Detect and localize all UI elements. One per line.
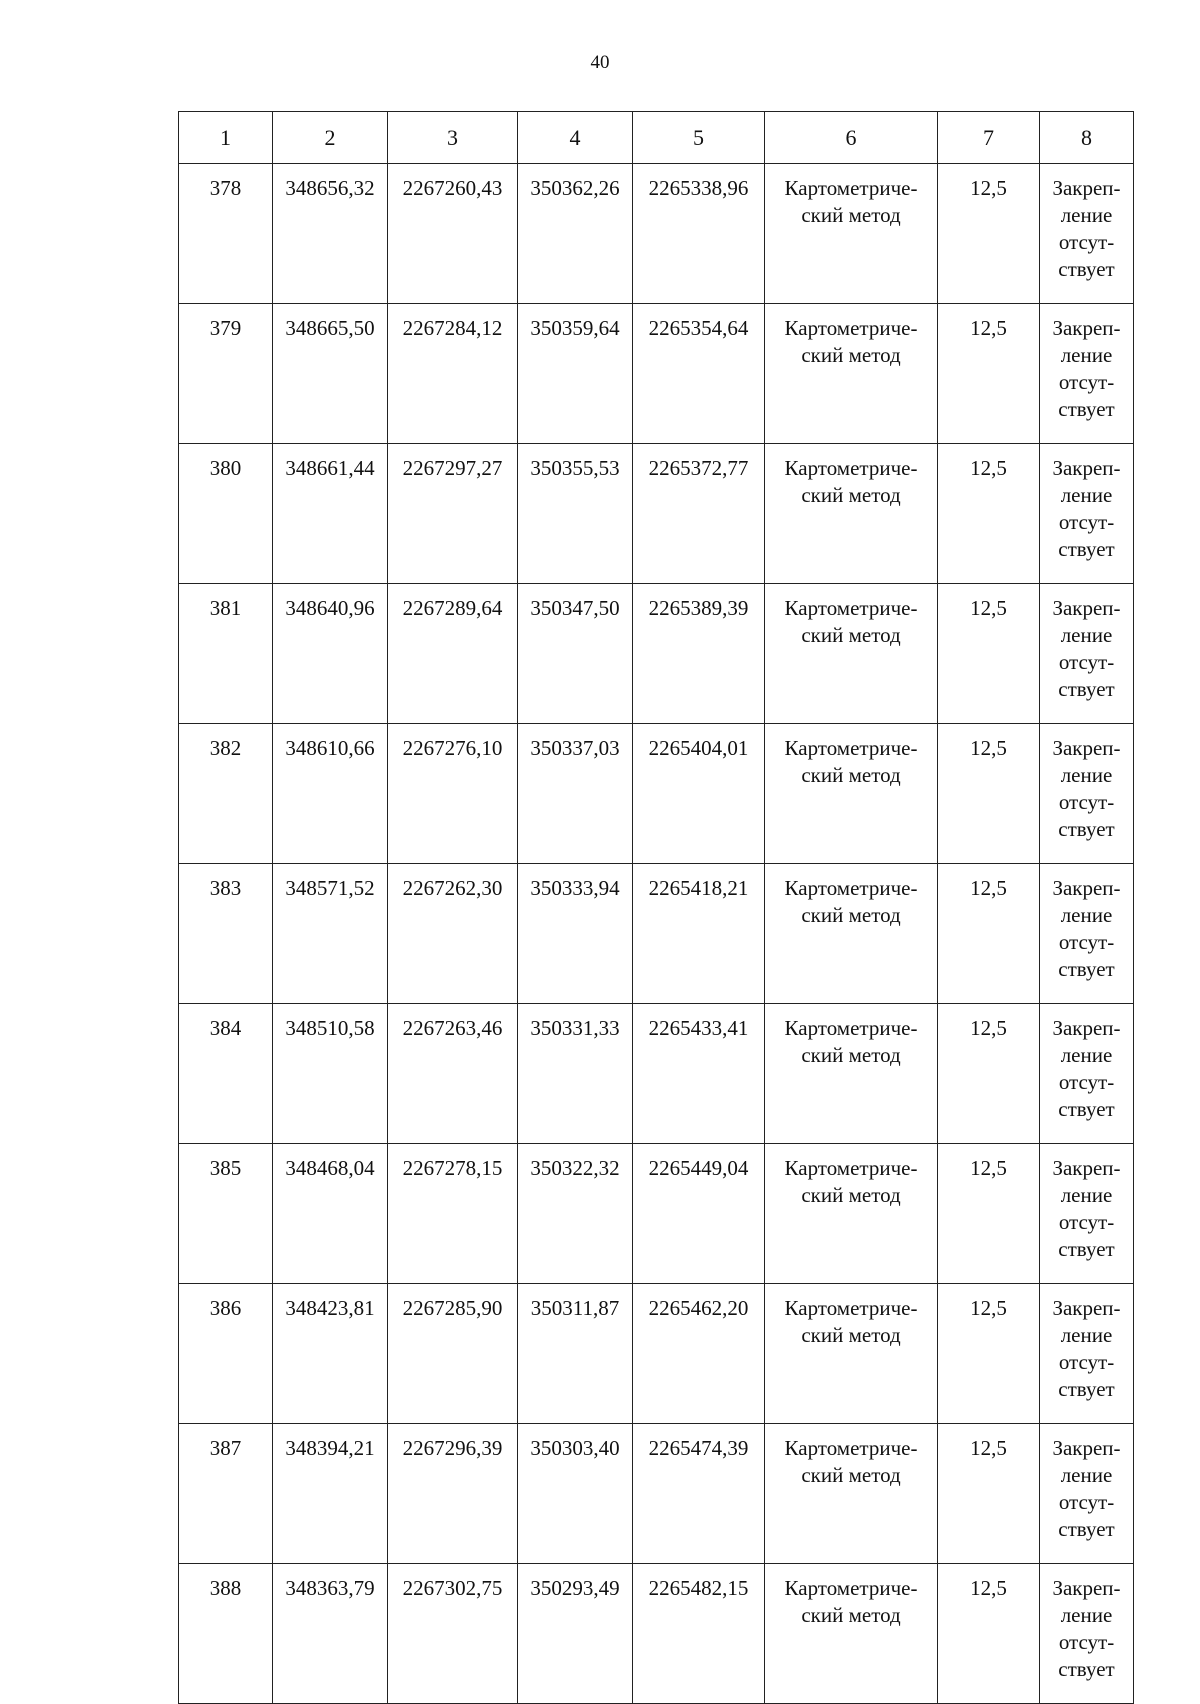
cell-x2: 350293,49 — [518, 1564, 633, 1704]
cell-fixation: Закреп- ление отсут- ствует — [1040, 304, 1134, 444]
cell-x2: 350347,50 — [518, 584, 633, 724]
table-row — [179, 1284, 1134, 1424]
cell-method: Картометриче- ский метод — [765, 1424, 938, 1564]
cell-accuracy: 12,5 — [938, 1004, 1040, 1144]
cell-x1: 348363,79 — [273, 1564, 388, 1704]
cell-x2: 350333,94 — [518, 864, 633, 1004]
cell-point-number: 379 — [179, 304, 273, 444]
cell-y2: 2265433,41 — [633, 1004, 765, 1144]
cell-y1: 2267302,75 — [388, 1564, 518, 1704]
cell-y1: 2267278,15 — [388, 1144, 518, 1284]
column-header-3: 3 — [388, 112, 518, 164]
cell-fixation: Закреп- ление отсут- ствует — [1040, 1564, 1134, 1704]
table-row — [179, 164, 1134, 304]
cell-y1: 2267285,90 — [388, 1284, 518, 1424]
cell-point-number: 387 — [179, 1424, 273, 1564]
cell-accuracy: 12,5 — [938, 164, 1040, 304]
cell-y1: 2267296,39 — [388, 1424, 518, 1564]
cell-accuracy: 12,5 — [938, 304, 1040, 444]
cell-method: Картометриче- ский метод — [765, 444, 938, 584]
table-row — [179, 304, 1134, 444]
cell-x1: 348394,21 — [273, 1424, 388, 1564]
cell-y1: 2267263,46 — [388, 1004, 518, 1144]
column-header-6: 6 — [765, 112, 938, 164]
column-header-8: 8 — [1040, 112, 1134, 164]
table-header — [179, 112, 1134, 164]
cell-fixation: Закреп- ление отсут- ствует — [1040, 1424, 1134, 1564]
table-row — [179, 1564, 1134, 1704]
cell-accuracy: 12,5 — [938, 1284, 1040, 1424]
cell-x1: 348665,50 — [273, 304, 388, 444]
cell-x2: 350322,32 — [518, 1144, 633, 1284]
cell-method: Картометриче- ский метод — [765, 724, 938, 864]
cell-fixation: Закреп- ление отсут- ствует — [1040, 584, 1134, 724]
cell-method: Картометриче- ский метод — [765, 864, 938, 1004]
cell-y1: 2267284,12 — [388, 304, 518, 444]
table-row — [179, 1144, 1134, 1284]
column-header-4: 4 — [518, 112, 633, 164]
cell-method: Картометриче- ский метод — [765, 1004, 938, 1144]
cell-accuracy: 12,5 — [938, 584, 1040, 724]
cell-x1: 348423,81 — [273, 1284, 388, 1424]
coordinates-table — [178, 111, 1134, 1704]
cell-fixation: Закреп- ление отсут- ствует — [1040, 864, 1134, 1004]
cell-y1: 2267276,10 — [388, 724, 518, 864]
header-row — [179, 112, 1134, 164]
cell-y2: 2265449,04 — [633, 1144, 765, 1284]
cell-point-number: 380 — [179, 444, 273, 584]
cell-accuracy: 12,5 — [938, 444, 1040, 584]
cell-x2: 350337,03 — [518, 724, 633, 864]
cell-fixation: Закреп- ление отсут- ствует — [1040, 1004, 1134, 1144]
table-row — [179, 1424, 1134, 1564]
cell-x1: 348640,96 — [273, 584, 388, 724]
cell-x1: 348610,66 — [273, 724, 388, 864]
cell-x2: 350362,26 — [518, 164, 633, 304]
cell-method: Картометриче- ский метод — [765, 584, 938, 724]
cell-y2: 2265372,77 — [633, 444, 765, 584]
cell-point-number: 382 — [179, 724, 273, 864]
table-row — [179, 724, 1134, 864]
cell-x2: 350331,33 — [518, 1004, 633, 1144]
cell-accuracy: 12,5 — [938, 1564, 1040, 1704]
cell-x1: 348656,32 — [273, 164, 388, 304]
cell-x1: 348510,58 — [273, 1004, 388, 1144]
cell-method: Картометриче- ский метод — [765, 164, 938, 304]
cell-fixation: Закреп- ление отсут- ствует — [1040, 444, 1134, 584]
cell-y1: 2267289,64 — [388, 584, 518, 724]
cell-accuracy: 12,5 — [938, 1424, 1040, 1564]
cell-y2: 2265482,15 — [633, 1564, 765, 1704]
cell-fixation: Закреп- ление отсут- ствует — [1040, 1284, 1134, 1424]
cell-point-number: 384 — [179, 1004, 273, 1144]
column-header-7: 7 — [938, 112, 1040, 164]
cell-y2: 2265462,20 — [633, 1284, 765, 1424]
table-body — [179, 164, 1134, 1704]
cell-fixation: Закреп- ление отсут- ствует — [1040, 1144, 1134, 1284]
cell-y2: 2265338,96 — [633, 164, 765, 304]
column-header-5: 5 — [633, 112, 765, 164]
cell-accuracy: 12,5 — [938, 724, 1040, 864]
cell-fixation: Закреп- ление отсут- ствует — [1040, 724, 1134, 864]
page-number: 40 — [590, 52, 610, 73]
cell-x2: 350359,64 — [518, 304, 633, 444]
column-header-2: 2 — [273, 112, 388, 164]
cell-y2: 2265404,01 — [633, 724, 765, 864]
cell-method: Картометриче- ский метод — [765, 1144, 938, 1284]
cell-y2: 2265418,21 — [633, 864, 765, 1004]
cell-point-number: 383 — [179, 864, 273, 1004]
cell-y2: 2265389,39 — [633, 584, 765, 724]
cell-point-number: 381 — [179, 584, 273, 724]
cell-fixation: Закреп- ление отсут- ствует — [1040, 164, 1134, 304]
cell-point-number: 385 — [179, 1144, 273, 1284]
cell-x2: 350355,53 — [518, 444, 633, 584]
cell-x1: 348661,44 — [273, 444, 388, 584]
cell-x2: 350311,87 — [518, 1284, 633, 1424]
cell-y1: 2267260,43 — [388, 164, 518, 304]
column-header-1: 1 — [179, 112, 273, 164]
cell-x2: 350303,40 — [518, 1424, 633, 1564]
table-row — [179, 864, 1134, 1004]
table-row — [179, 584, 1134, 724]
cell-method: Картометриче- ский метод — [765, 304, 938, 444]
cell-accuracy: 12,5 — [938, 864, 1040, 1004]
cell-y2: 2265354,64 — [633, 304, 765, 444]
cell-accuracy: 12,5 — [938, 1144, 1040, 1284]
table-row — [179, 1004, 1134, 1144]
cell-point-number: 386 — [179, 1284, 273, 1424]
cell-point-number: 388 — [179, 1564, 273, 1704]
cell-point-number: 378 — [179, 164, 273, 304]
cell-y1: 2267262,30 — [388, 864, 518, 1004]
table-row — [179, 444, 1134, 584]
cell-y1: 2267297,27 — [388, 444, 518, 584]
cell-method: Картометриче- ский метод — [765, 1564, 938, 1704]
cell-x1: 348468,04 — [273, 1144, 388, 1284]
cell-x1: 348571,52 — [273, 864, 388, 1004]
cell-method: Картометриче- ский метод — [765, 1284, 938, 1424]
cell-y2: 2265474,39 — [633, 1424, 765, 1564]
